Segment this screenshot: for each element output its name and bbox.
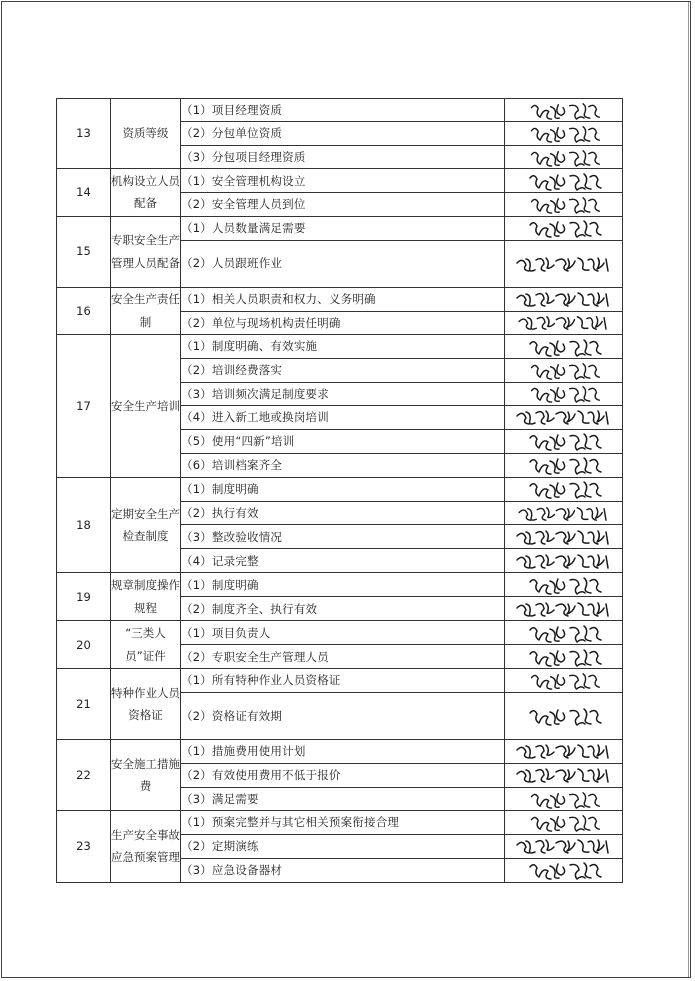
signature-stroke — [519, 317, 606, 329]
signature-stroke — [530, 650, 601, 666]
check-item: （2）分包单位资质 — [181, 122, 505, 145]
category-label: “三类人员”证件 — [111, 621, 181, 669]
row-number: 21 — [57, 669, 111, 739]
check-item: （3）满足需要 — [181, 787, 505, 810]
check-result — [505, 335, 623, 359]
row-number: 13 — [57, 99, 111, 169]
handwritten-signature-mark — [526, 646, 602, 668]
check-result — [505, 122, 623, 145]
check-result — [505, 811, 623, 834]
handwritten-signature-mark — [526, 859, 602, 881]
row-number: 16 — [57, 287, 111, 334]
check-result — [505, 287, 623, 311]
signature-stroke — [519, 507, 606, 519]
handwritten-signature-mark — [526, 705, 602, 727]
signature-stroke — [517, 840, 608, 853]
check-result — [505, 429, 623, 453]
category-label: 机构设立人员配备 — [111, 169, 181, 216]
handwritten-signature-mark — [526, 430, 602, 452]
check-result — [505, 669, 623, 692]
signature-stroke — [531, 127, 599, 142]
category-label: 规章制度操作规程 — [111, 573, 181, 621]
handwritten-signature-mark — [526, 454, 602, 476]
handwritten-signature-mark — [526, 383, 602, 404]
signature-stroke — [530, 863, 601, 879]
row-number: 22 — [57, 739, 111, 810]
check-item: （6）培训档案齐全 — [181, 453, 505, 477]
row-number: 19 — [57, 573, 111, 621]
check-result — [505, 834, 623, 858]
row-number: 15 — [57, 216, 111, 287]
handwritten-signature-mark — [526, 812, 602, 833]
category-label: 定期安全生产检查制度 — [111, 477, 181, 572]
row-number: 17 — [57, 335, 111, 478]
check-result — [505, 739, 623, 763]
signature-stroke — [517, 603, 608, 616]
check-item: （2）人员跟班作业 — [181, 240, 505, 287]
check-item: （2）培训经费落实 — [181, 359, 505, 382]
check-result — [505, 169, 623, 193]
handwritten-signature-mark — [526, 336, 602, 358]
check-result — [505, 858, 623, 882]
handwritten-signature-mark — [514, 312, 614, 333]
check-item: （1）人员数量满足需要 — [181, 216, 505, 240]
signature-stroke — [517, 258, 608, 271]
check-result — [505, 787, 623, 810]
check-item: （4）记录完整 — [181, 549, 505, 573]
signature-stroke — [517, 531, 608, 544]
category-label: 安全施工措施费 — [111, 739, 181, 810]
handwritten-signature-mark — [526, 170, 602, 192]
check-result — [505, 240, 623, 287]
check-item: （3）应急设备器材 — [181, 858, 505, 882]
handwritten-signature-mark — [526, 217, 602, 239]
handwritten-signature-mark — [526, 670, 602, 691]
handwritten-signature-mark — [514, 526, 614, 548]
signature-stroke — [531, 364, 599, 379]
signature-stroke — [517, 769, 608, 782]
check-result — [505, 573, 623, 597]
check-item: （1）制度明确 — [181, 573, 505, 597]
check-item: （5）使用“四新”培训 — [181, 429, 505, 453]
row-number: 20 — [57, 621, 111, 669]
category-label: 资质等级 — [111, 99, 181, 169]
handwritten-signature-mark — [514, 503, 614, 524]
row-number: 23 — [57, 811, 111, 882]
check-item: （3）分包项目经理资质 — [181, 145, 505, 168]
check-result — [505, 216, 623, 240]
check-result — [505, 549, 623, 573]
signature-stroke — [517, 555, 608, 568]
check-item: （2）有效使用费用不低于报价 — [181, 763, 505, 787]
signature-stroke — [530, 434, 601, 450]
check-result — [505, 597, 623, 621]
check-item: （1）项目经理资质 — [181, 99, 505, 122]
handwritten-signature-mark — [526, 100, 602, 121]
check-result — [505, 501, 623, 524]
handwritten-signature-mark — [514, 288, 614, 310]
check-result — [505, 359, 623, 382]
check-item: （2）专职安全生产管理人员 — [181, 645, 505, 669]
check-item: （1）制度明确、有效实施 — [181, 335, 505, 359]
handwritten-signature-mark — [514, 835, 614, 857]
handwritten-signature-mark — [514, 740, 614, 762]
signature-stroke — [530, 340, 601, 356]
handwritten-signature-mark — [526, 789, 602, 810]
table-row — [57, 811, 623, 834]
check-item: （1）安全管理机构设立 — [181, 169, 505, 193]
handwritten-signature-mark — [526, 360, 602, 381]
check-item: （2）资格证有效期 — [181, 692, 505, 739]
handwritten-signature-mark — [526, 147, 602, 168]
signature-stroke — [531, 198, 599, 213]
handwritten-signature-mark — [526, 194, 602, 215]
check-result — [505, 311, 623, 334]
check-item: （1）措施费用使用计划 — [181, 739, 505, 763]
category-label: 专职安全生产管理人员配备 — [111, 216, 181, 287]
check-item: （1）所有特种作业人员资格证 — [181, 669, 505, 692]
check-result — [505, 692, 623, 739]
check-result — [505, 405, 623, 429]
table-row — [57, 477, 623, 501]
check-item: （4）进入新工地或换岗培训 — [181, 405, 505, 429]
table-row — [57, 739, 623, 763]
signature-stroke — [530, 482, 601, 498]
handwritten-signature-mark — [526, 123, 602, 144]
check-result — [505, 477, 623, 501]
row-number: 14 — [57, 169, 111, 216]
signature-stroke — [530, 221, 601, 237]
check-result — [505, 453, 623, 477]
category-label: 特种作业人员资格证 — [111, 669, 181, 739]
check-item: （2）单位与现场机构责任明确 — [181, 311, 505, 334]
check-result — [505, 193, 623, 216]
signature-stroke — [517, 411, 608, 424]
table-row — [57, 99, 623, 122]
signature-stroke — [531, 387, 599, 402]
check-item: （3）整改验收情况 — [181, 525, 505, 549]
handwritten-signature-mark — [514, 764, 614, 786]
category-label: 生产安全事故应急预案管理 — [111, 811, 181, 882]
table-row — [57, 216, 623, 240]
check-item: （1）相关人员职责和权力、义务明确 — [181, 287, 505, 311]
inspection-table — [56, 98, 623, 883]
check-item: （2）执行有效 — [181, 501, 505, 524]
handwritten-signature-mark — [526, 622, 602, 644]
check-result — [505, 763, 623, 787]
signature-stroke — [517, 293, 608, 306]
signature-stroke — [531, 816, 599, 831]
check-result — [505, 525, 623, 549]
table-row — [57, 621, 623, 645]
table-row — [57, 335, 623, 359]
signature-stroke — [530, 578, 601, 594]
check-result — [505, 382, 623, 405]
check-result — [505, 645, 623, 669]
signature-stroke — [530, 626, 601, 642]
check-item: （2）安全管理人员到位 — [181, 193, 505, 216]
signature-stroke — [530, 458, 601, 474]
signature-stroke — [531, 792, 599, 807]
handwritten-signature-mark — [514, 550, 614, 572]
table-row — [57, 573, 623, 597]
category-label: 安全生产培训 — [111, 335, 181, 478]
check-item: （1）项目负责人 — [181, 621, 505, 645]
signature-stroke — [517, 745, 608, 758]
check-item: （2）制度齐全、执行有效 — [181, 597, 505, 621]
table-row — [57, 287, 623, 311]
signature-stroke — [531, 674, 599, 689]
check-result — [505, 145, 623, 168]
handwritten-signature-mark — [514, 598, 614, 620]
handwritten-signature-mark — [526, 574, 602, 596]
signature-stroke — [531, 150, 599, 165]
table-row — [57, 169, 623, 193]
signature-stroke — [530, 174, 601, 190]
signature-stroke — [530, 709, 601, 725]
check-item: （3）培训频次满足制度要求 — [181, 382, 505, 405]
handwritten-signature-mark — [514, 253, 614, 275]
row-number: 18 — [57, 477, 111, 572]
check-item: （1）预案完整并与其它相关预案衔接合理 — [181, 811, 505, 834]
category-label: 安全生产责任制 — [111, 287, 181, 334]
handwritten-signature-mark — [526, 478, 602, 500]
handwritten-signature-mark — [514, 406, 614, 428]
check-result — [505, 621, 623, 645]
check-item: （1）制度明确 — [181, 477, 505, 501]
check-item: （2）定期演练 — [181, 834, 505, 858]
table-row — [57, 669, 623, 692]
check-result — [505, 99, 623, 122]
signature-stroke — [531, 104, 599, 119]
